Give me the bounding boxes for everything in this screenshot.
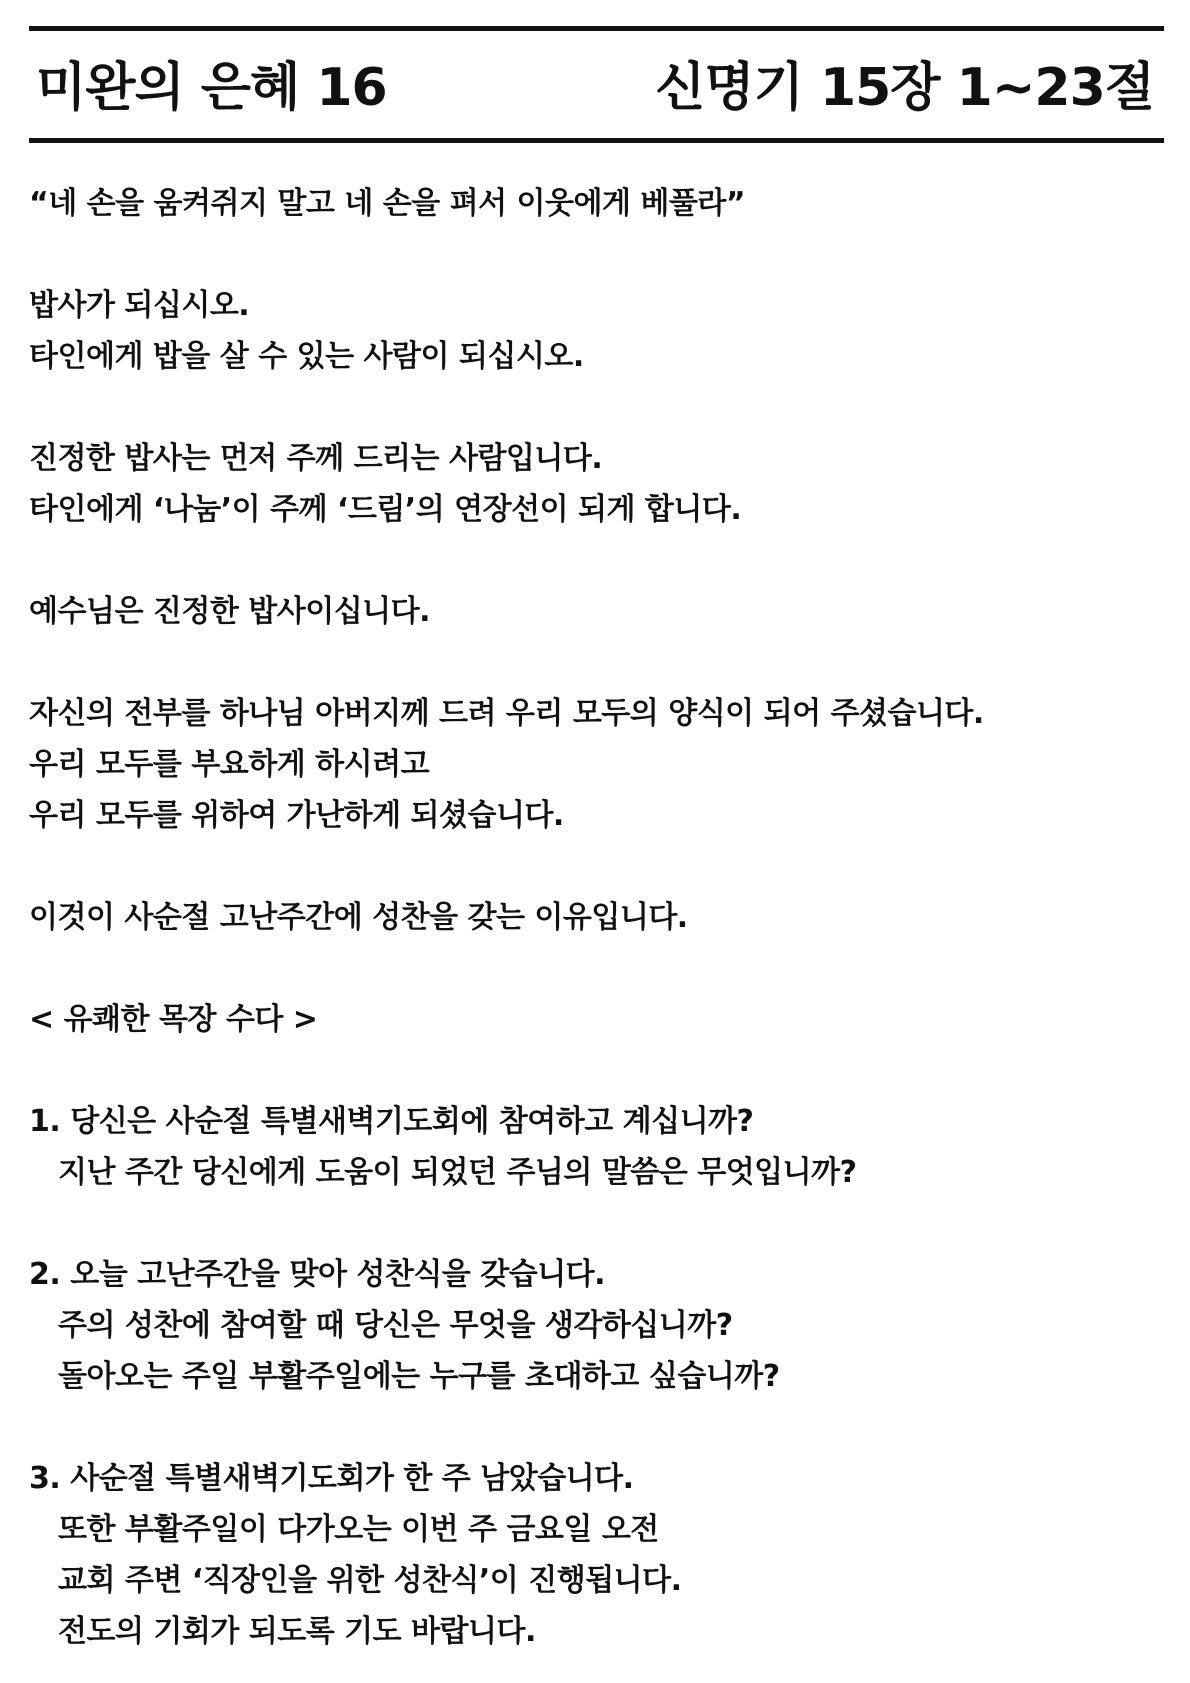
text-line: 타인에게 ‘나눔’이 주께 ‘드림’의 연장선이 되게 합니다. [29,492,742,527]
text-line: 또한 부활주일이 다가오는 이번 주 금요일 오전 [58,1512,659,1547]
text-line: 돌아오는 주일 부활주일에는 누구를 초대하고 싶습니까? [58,1359,780,1394]
text-line: 타인에게 밥을 살 수 있는 사람이 되십시오. [29,339,584,374]
text-line: 전도의 기회가 되도록 기도 바랍니다. [58,1614,536,1649]
text-line: 교회 주변 ‘직장인을 위한 성찬식’이 진행됩니다. [58,1563,682,1598]
page-title: 미완의 은혜 16 [36,58,387,118]
scripture-reference: 신명기 15장 1~23절 [655,58,1154,118]
blank-line [29,1402,1159,1453]
text-line: 자신의 전부를 하나님 아버지께 드려 우리 모두의 양식이 되어 주셨습니다. [29,696,984,731]
blank-line [29,1198,1159,1249]
text-line: 예수님은 진정한 밥사이십니다. [29,594,431,629]
text-line: 진정한 밥사는 먼저 주께 드리는 사람입니다. [29,441,603,476]
blank-line [29,841,1159,892]
text-line: 주의 성찬에 참여할 때 당신은 무엇을 생각하십니까? [58,1308,733,1343]
blank-line [29,229,1159,280]
blank-line [29,943,1159,994]
text-line: “네 손을 움켜쥐지 말고 네 손을 펴서 이웃에게 베풀라” [29,186,746,221]
text-line: 우리 모두를 위하여 가난하게 되셨습니다. [29,798,564,833]
text-line: 이것이 사순절 고난주간에 성찬을 갖는 이유입니다. [29,900,688,935]
text-line: 우리 모두를 부요하게 하시려고 [29,747,430,782]
text-line: 밥사가 되십시오. [29,288,250,323]
text-line: 3. 사순절 특별새벽기도회가 한 주 남았습니다. [29,1461,634,1496]
text-line: 2. 오늘 고난주간을 맞아 성찬식을 갖습니다. [29,1257,606,1292]
text-line: < 유쾌한 목장 수다 > [29,1002,318,1037]
text-line: 지난 주간 당신에게 도움이 되었던 주님의 말씀은 무엇입니까? [58,1155,857,1190]
header-top-rule [29,26,1164,31]
header-bottom-rule [29,138,1164,143]
blank-line [29,637,1159,688]
blank-line [29,382,1159,433]
document-body [29,178,1159,1657]
text-line: 1. 당신은 사순절 특별새벽기도회에 참여하고 계십니까? [29,1104,754,1139]
blank-line [29,535,1159,586]
blank-line [29,1045,1159,1096]
